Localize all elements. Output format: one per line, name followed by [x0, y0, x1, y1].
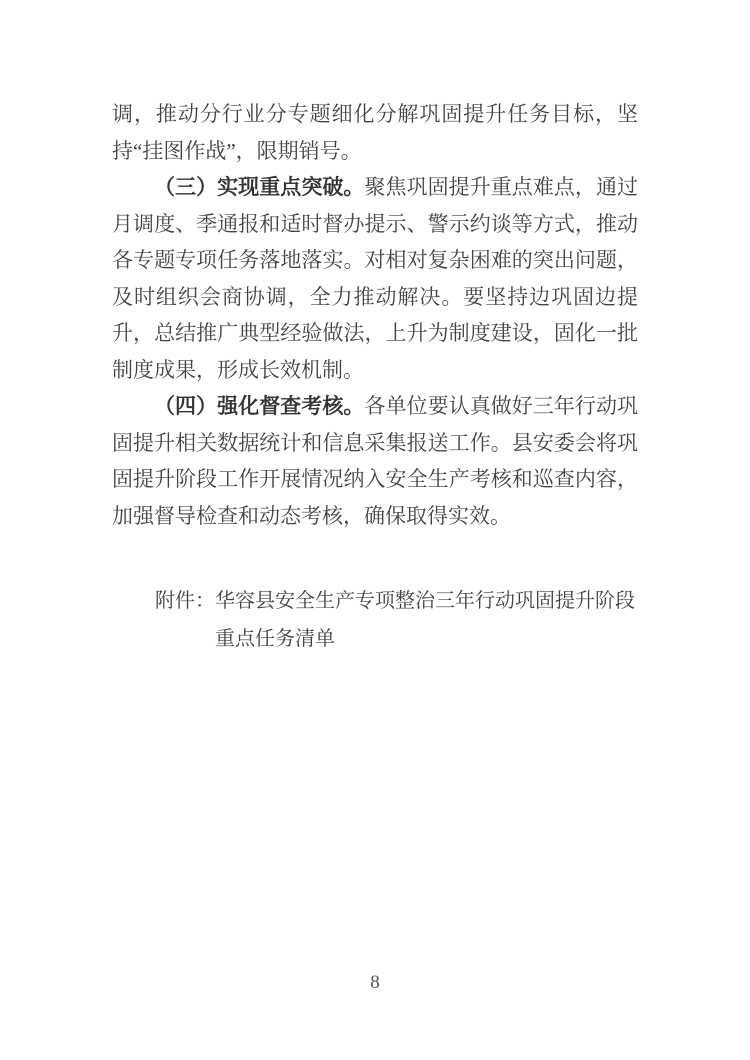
section-3-heading: （三）实现重点突破。 [154, 175, 365, 199]
paragraph-section-3 [112, 169, 638, 388]
paragraph-continuation [112, 96, 638, 169]
attachment-note [155, 582, 639, 658]
document-body [112, 96, 638, 658]
attachment-title: 华容县安全生产专项整治三年行动巩固提升阶段重点任务清单 [215, 590, 635, 650]
paragraph-section-4 [112, 388, 638, 534]
paragraph-text: 各单位要认真做好三年行动巩固提升相关数据统计和信息采集报送工作。县安委会将巩固提升阶段工作开展情况纳入安全生产考核和巡查内容，加强督导检查和动态考核，确保取得实效。 [112, 394, 639, 528]
page-number: 8 [370, 972, 380, 993]
paragraph-text: 聚焦巩固提升重点难点，通过月调度、季通报和适时督办提示、警示约谈等方式，推动各专题专项任务落地落实。对相对复杂困难的突出问题，及时组织会商协调，全力推动解决。要坚持边巩固边提升，总结推广典型经验做法，上升为制度建设，固化一批制度成果，形成长效机制。 [112, 175, 639, 382]
section-4-heading: （四）强化督查考核。 [154, 394, 365, 418]
paragraph-text: 调，推动分行业分专题细化分解巩固提升任务目标，坚持“挂图作战”，限期销号。 [112, 102, 638, 163]
attachment-label: 附件： [155, 590, 215, 612]
